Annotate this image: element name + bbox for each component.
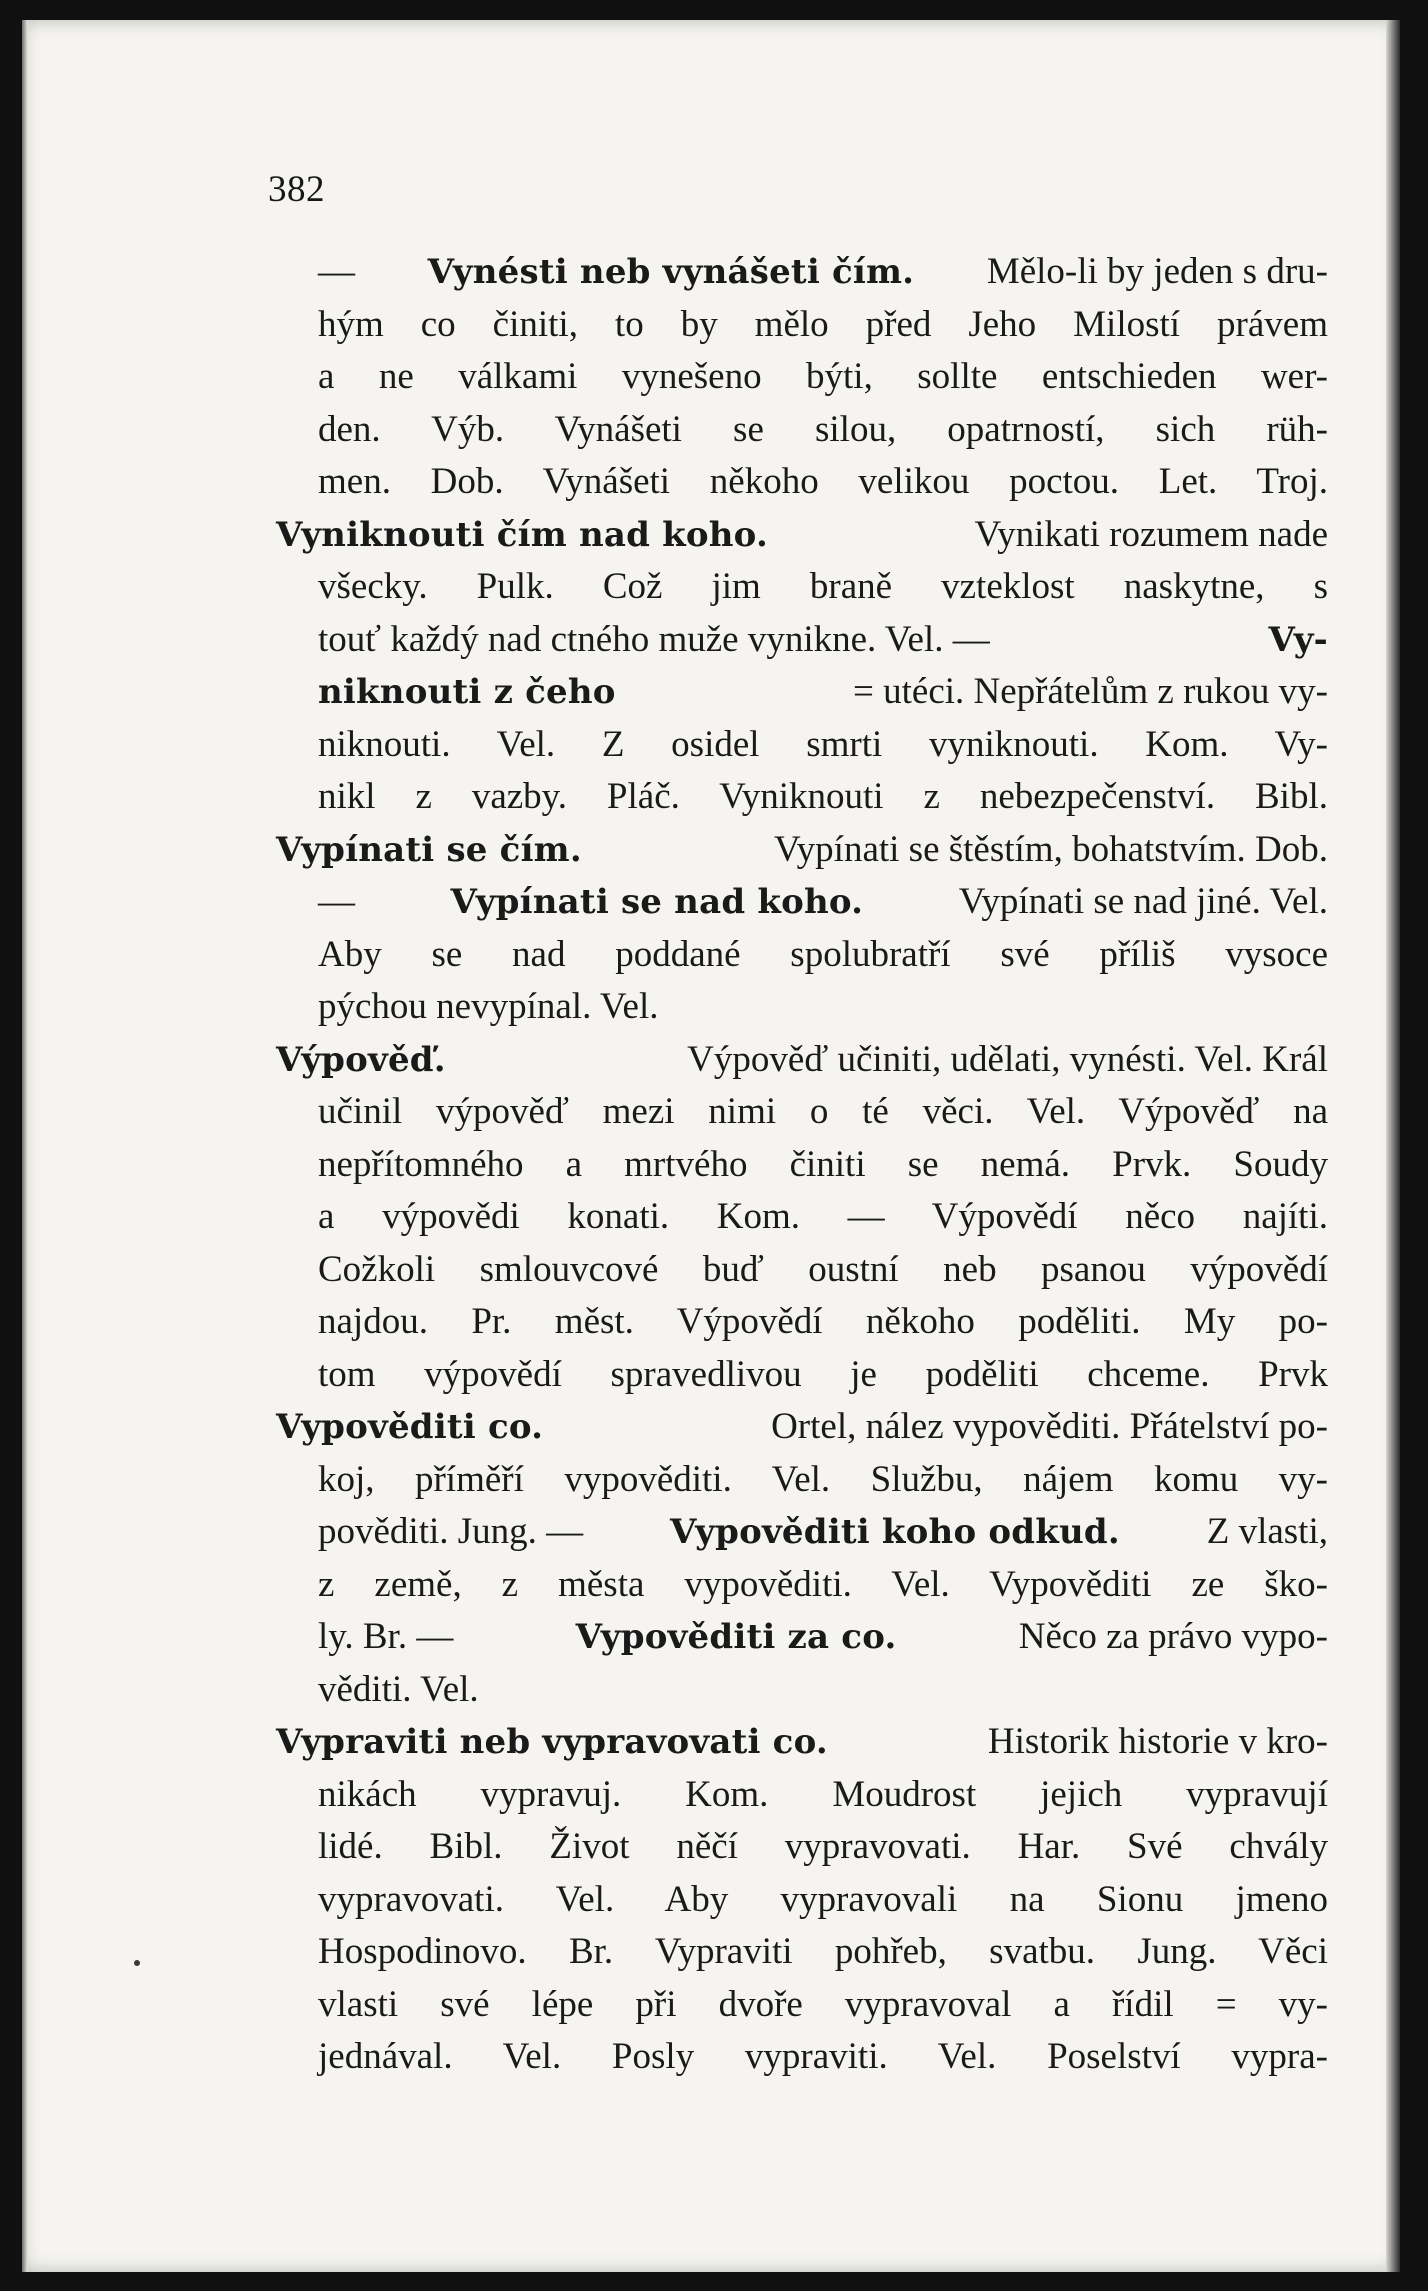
- text-line: [276, 1086, 1328, 1139]
- text-segment: Něco za právo vypo-: [1018, 1616, 1328, 1657]
- text-segment: men. Dob. Vynášeti někoho velikou poctou. Let. Troj.: [318, 461, 1328, 502]
- text-segment: hým co činiti, to by mělo před Jeho Milostí právem: [318, 303, 1328, 345]
- text-line: [276, 1716, 1328, 1769]
- text-line: [276, 1979, 1328, 2032]
- text-line: [276, 824, 1328, 877]
- text-segment: pýchou nevypínal. Vel.: [318, 986, 659, 1027]
- headword: Výpověď.: [276, 1039, 446, 1080]
- text-segment: jednával. Vel. Posly vypraviti. Vel. Poselství vypra-: [318, 2036, 1328, 2077]
- headword: Vypínati se nad koho.: [450, 882, 864, 922]
- text-line: [276, 1191, 1328, 1244]
- text-line: [276, 1349, 1328, 1402]
- text-segment: najdou. Pr. měst. Výpovědí někoho poděliti. My po-: [318, 1301, 1328, 1342]
- headword: Vypověditi za co.: [575, 1617, 897, 1657]
- text-line: [276, 1559, 1328, 1612]
- text-line: [276, 771, 1328, 824]
- text-segment: Cožkoli smlouvcové buď oustní neb psanou výpovědí: [318, 1248, 1328, 1290]
- text-line: [276, 1874, 1328, 1927]
- text-segment: touť každý nad ctného muže vynikne. Vel. —: [318, 618, 990, 660]
- text-segment: lidé. Bibl. Život něčí vypravovati. Har. Své chvály: [318, 1826, 1328, 1867]
- text-segment: nikl z vazby. Pláč. Vyniknouti z nebezpečenství. Bibl.: [318, 776, 1328, 817]
- text-segment: a ne válkami vynešeno býti, sollte entschieden wer-: [318, 356, 1328, 397]
- text-segment: Výpověď učiniti, udělati, vynésti. Vel. Král: [687, 1038, 1328, 1080]
- text-segment: a výpovědi konati. Kom. — Výpovědí něco najíti.: [318, 1196, 1328, 1237]
- headword: Vy-: [1268, 619, 1328, 660]
- text-line: [276, 614, 1328, 667]
- text-segment: Vynikati rozumem nade: [974, 513, 1328, 555]
- page-binding-edge: [22, 20, 28, 2272]
- text-line: [276, 1926, 1328, 1979]
- text-segment: ly. Br. —: [318, 1616, 454, 1657]
- paper-speck: [134, 1960, 140, 1966]
- text-line: [276, 1611, 1328, 1664]
- text-line: [276, 1296, 1328, 1349]
- text-segment: —: [318, 251, 355, 292]
- text-segment: vlasti své lépe při dvoře vypravoval a řídil = vy-: [318, 1983, 1328, 2025]
- text-segment: všecky. Pulk. Což jim braně vzteklost naskytne, s: [318, 566, 1328, 607]
- text-segment: = utéci. Nepřátelům z rukou vy-: [853, 671, 1328, 712]
- text-segment: učinil výpověď mezi nimi o té věci. Vel. Výpověď na: [318, 1091, 1328, 1132]
- text-line: [276, 1664, 1328, 1717]
- headword: Vyniknouti čím nad koho.: [276, 514, 768, 555]
- headword: Vynésti neb vynášeti čím.: [427, 252, 915, 292]
- text-line: [276, 1454, 1328, 1507]
- text-line: [276, 981, 1328, 1034]
- text-segment: den. Výb. Vynášeti se silou, opatrností, sich rüh-: [318, 408, 1328, 450]
- text-segment: Ortel, nález vypověditi. Přátelství po-: [771, 1406, 1328, 1447]
- headword: niknouti z čeho: [318, 672, 616, 712]
- text-segment: Vypínati se nad jiné. Vel.: [958, 881, 1328, 922]
- headword: Vypínati se čím.: [276, 829, 582, 870]
- page-outer-edge: [1386, 20, 1400, 2272]
- text-segment: koj, příměří vypověditi. Vel. Službu, nájem komu vy-: [318, 1458, 1328, 1500]
- text-line: [276, 1244, 1328, 1297]
- text-segment: nikách vypravuj. Kom. Moudrost jejich vypravují: [318, 1773, 1328, 1815]
- text-segment: Aby se nad poddané spolubratří své příliš vysoce: [318, 933, 1328, 975]
- text-line: [276, 509, 1328, 562]
- text-segment: Hospodinovo. Br. Vypraviti pohřeb, svatbu. Jung. Věci: [318, 1931, 1328, 1972]
- text-line: [276, 246, 1328, 299]
- text-segment: niknouti. Vel. Z osidel smrti vyniknouti. Kom. Vy-: [318, 723, 1328, 765]
- text-line: [276, 1401, 1328, 1454]
- text-line: [276, 1769, 1328, 1822]
- text-segment: Historik historie v kro-: [987, 1721, 1328, 1762]
- text-segment: vypravovati. Vel. Aby vypravovali na Sionu jmeno: [318, 1878, 1328, 1920]
- text-line: [276, 1506, 1328, 1559]
- text-segment: —: [318, 881, 355, 922]
- text-segment: Z vlasti,: [1206, 1511, 1328, 1552]
- text-line: [276, 1821, 1328, 1874]
- text-segment: tom výpovědí spravedlivou je poděliti chceme. Prvk: [318, 1353, 1328, 1395]
- text-line: [276, 404, 1328, 457]
- text-segment: Mělo-li by jeden s dru-: [986, 251, 1328, 292]
- text-line: [276, 351, 1328, 404]
- text-line: [276, 1139, 1328, 1192]
- text-segment: Vypínati se štěstím, bohatstvím. Dob.: [774, 828, 1328, 870]
- text-line: [276, 876, 1328, 929]
- headword: Vypraviti neb vypravovati co.: [276, 1722, 828, 1762]
- page-number: 382: [268, 169, 325, 210]
- text-line: [276, 719, 1328, 772]
- text-line: [276, 929, 1328, 982]
- text-line: [276, 456, 1328, 509]
- text-segment: pověditi. Jung. —: [318, 1511, 584, 1552]
- text-line: [276, 1034, 1328, 1087]
- text-segment: z země, z města vypověditi. Vel. Vypověditi ze ško-: [318, 1563, 1328, 1605]
- text-line: [276, 666, 1328, 719]
- dictionary-text-block: [276, 246, 1328, 2084]
- headword: Vypověditi koho odkud.: [669, 1512, 1120, 1552]
- text-segment: věditi. Vel.: [318, 1668, 479, 1710]
- text-line: [276, 561, 1328, 614]
- text-segment: nepřítomného a mrtvého činiti se nemá. Prvk. Soudy: [318, 1143, 1328, 1185]
- book-page: [22, 20, 1400, 2272]
- headword: Vypověditi co.: [276, 1407, 544, 1447]
- text-line: [276, 299, 1328, 352]
- text-line: [276, 2031, 1328, 2084]
